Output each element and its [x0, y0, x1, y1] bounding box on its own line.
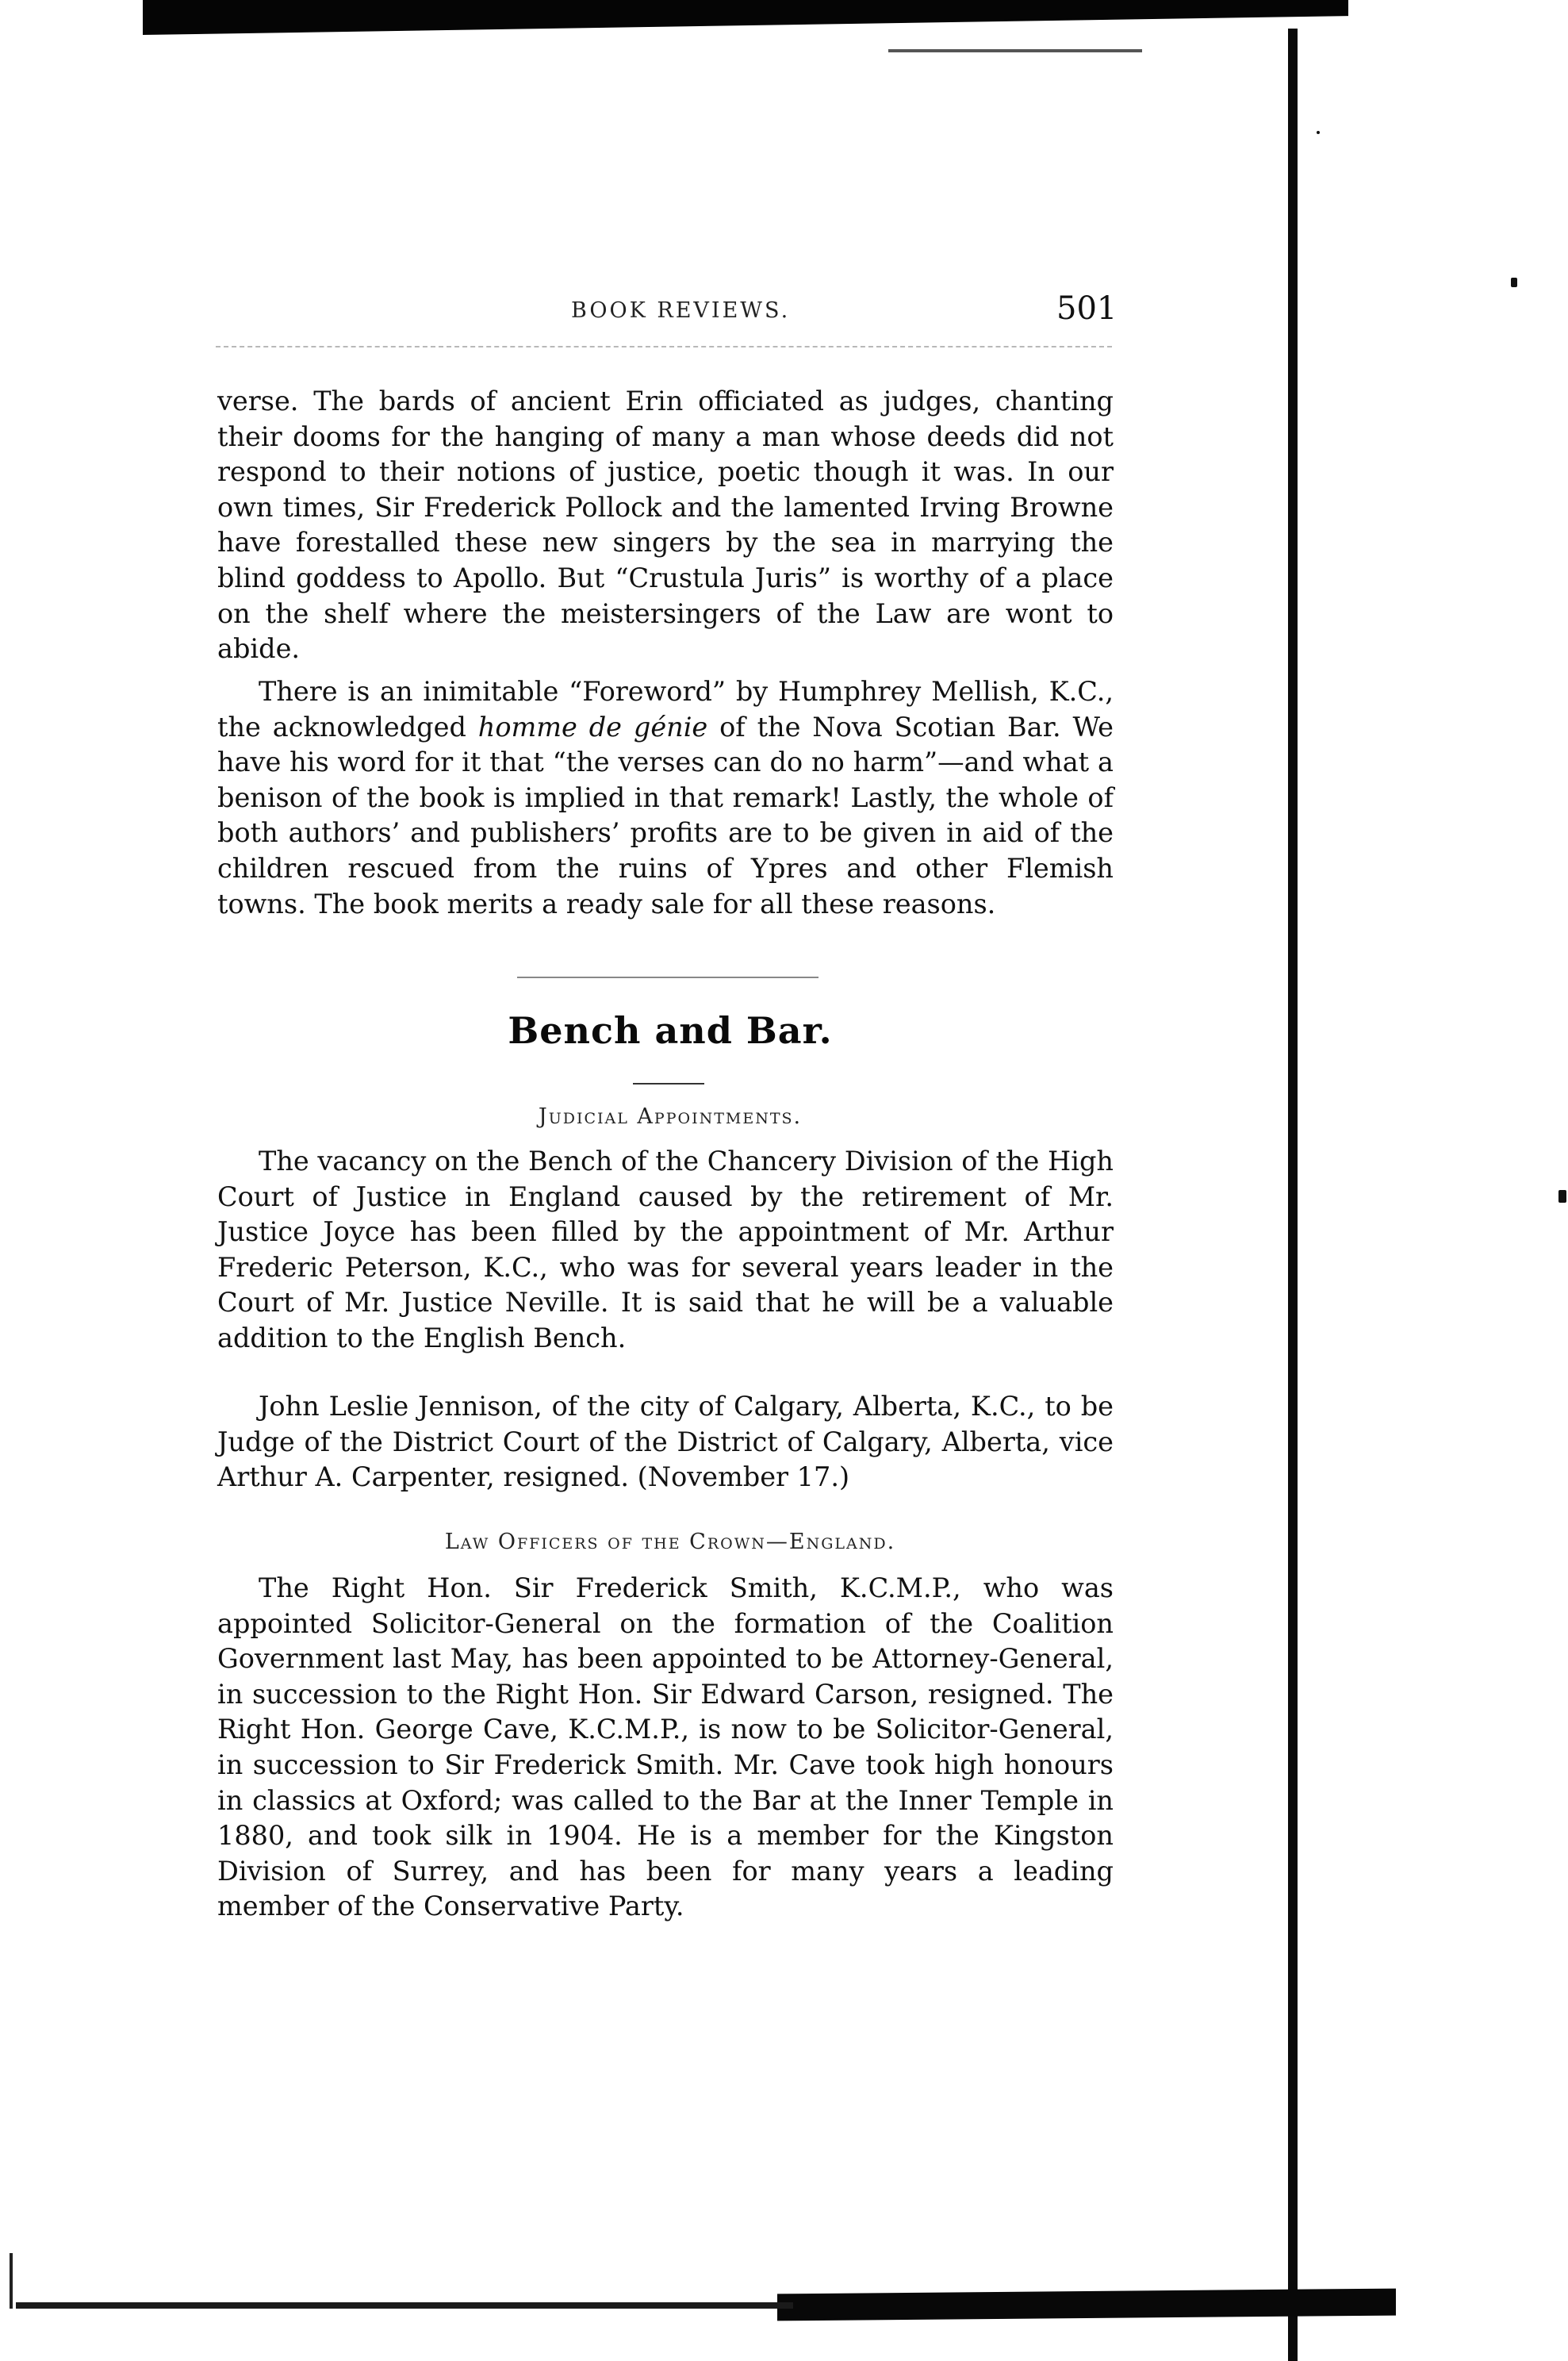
scan-border-bottom: [777, 2289, 1396, 2321]
review-italic-phrase: homme de génie: [477, 711, 708, 743]
header-rule: [216, 346, 1112, 347]
scan-speck: [1511, 278, 1517, 287]
running-title: BOOK REVIEWS.: [571, 298, 791, 323]
appointment-paragraph: John Leslie Jennison, of the city of Calgary, Alberta, K.C., to be Judge of the District Court of the District of Calgary, Alberta, vice Arthur A. Carpenter, resigned. (November 17.): [217, 1391, 1114, 1493]
subheading-law-officers: Law Officers of the Crown—England.: [444, 1530, 896, 1554]
law-officers: [217, 1571, 1114, 1925]
scan-mark-top: [888, 49, 1142, 52]
section-divider: [517, 977, 819, 978]
judicial-appointments: [217, 1144, 1114, 1357]
law-officers-paragraph: The Right Hon. Sir Frederick Smith, K.C.M.P., who was appointed Solicitor-General on the formation of the Coalition Government last May, has been appointed to be Attorney-General, in succession to the Right Hon. Sir Edward Carson, resigned. The Right Hon. George Cave, K.C.M.P., is now to be Solicitor-General, in succession to Sir Frederick Smith. Mr. Cave took high honours in classics at Oxford; was called to the Bar at the Inner Temple in 1880, and took silk in 1904. He is a member for the Kingston Division of Surrey, and has been for many years a leading member of the Conservative Party.: [217, 1572, 1114, 1922]
title-rule: [633, 1083, 704, 1085]
scan-border-right: [1288, 29, 1298, 2361]
review-text: There is an inimitable “Foreword” by Humphrey Mellish, K.C., the acknowledged: [217, 676, 1114, 743]
review-text: of the Nova Scotian Bar. We have his word for it that “the verses can do no harm”—and what a benison of the book is implied in that remark! Lastly, the whole of both authors’ and publishers’ profits are to be given in aid of the children rescued from the ruins of Ypres and other Flemish towns. The book merits a ready sale for all these reasons.: [217, 711, 1114, 919]
section-title: Bench and Bar.: [508, 1009, 833, 1052]
review-paragraph: verse. The bards of ancient Erin officiated as judges, chanting their dooms for the hanging of many a man whose deeds did not respond to their notions of justice, poetic though it was. In our own times, Sir Frederick Pollock and the lamented Irving Browne have forestalled these new singers by the sea in marrying the blind goddess to Apollo. But “Crustula Juris” is worthy of a place on the shelf where the meistersingers of the Law are wont to abide.: [217, 386, 1114, 665]
scan-border-top: [143, 0, 1348, 35]
appointment-paragraph: The vacancy on the Bench of the Chancery Division of the High Court of Justice in England caused by the retirement of Mr. Justice Joyce has been filled by the appointment of Mr. Arthur Frederic Peterson, K.C., who was for several years leader in the Court of Mr. Justice Neville. It is said that he will be a valuable addition to the English Bench.: [217, 1146, 1114, 1353]
scan-speck: [1558, 1190, 1566, 1203]
scan-speck: [1317, 131, 1320, 134]
judicial-appointments-calgary: [217, 1389, 1114, 1495]
book-review-foreword: [217, 674, 1114, 922]
scan-mark-corner: [10, 2253, 13, 2309]
book-review-continued: [217, 384, 1114, 667]
review-paragraph: [217, 674, 1114, 922]
scan-mark-bottom: [16, 2302, 793, 2309]
page-number: 501: [1056, 290, 1118, 327]
subheading-judicial-appointments: Judicial Appointments.: [538, 1104, 803, 1129]
